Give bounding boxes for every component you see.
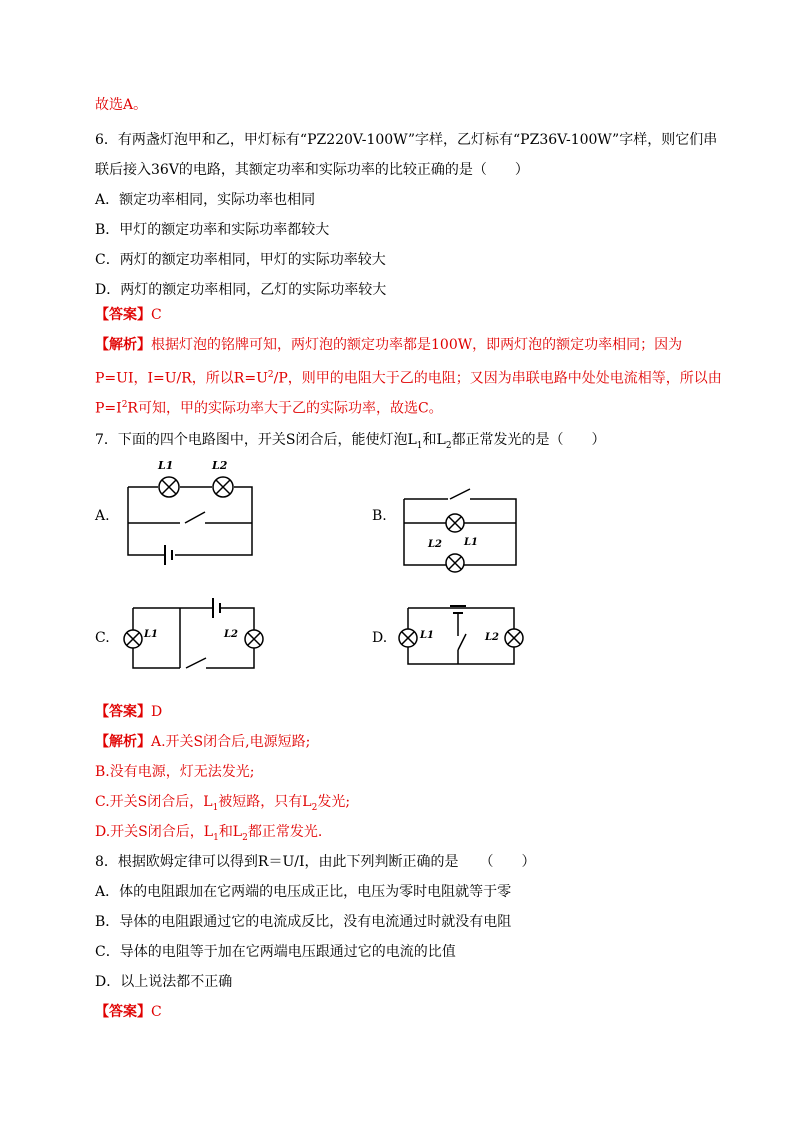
- q6-stem-line2: 联后接入36V的电路，其额定功率和实际功率的比较正确的是（ ）: [95, 162, 529, 178]
- stem-text: 都正常发光的是（ ）: [451, 432, 606, 448]
- label-l1: L1: [158, 459, 174, 472]
- subscript: 2: [445, 440, 452, 451]
- superscript: 2: [121, 400, 128, 410]
- answer-value: D: [151, 704, 163, 720]
- explanation-text: 被短路，只有L: [218, 794, 312, 810]
- answer-tag: 【答案】: [95, 307, 151, 323]
- explanation-text: C.开关S闭合后，L: [95, 794, 213, 810]
- q7-explanation-b: B.没有电源，灯无法发光;: [95, 764, 255, 780]
- q7-stem: [95, 430, 606, 456]
- q6-option-a: A．额定功率相同，实际功率也相同: [95, 192, 316, 208]
- label-l2: L2: [224, 629, 238, 640]
- q6-option-d: D．两灯的额定功率相同，乙灯的实际功率较大: [95, 282, 387, 298]
- option-d-label: D.: [372, 630, 388, 646]
- q8-stem: 8．根据欧姆定律可以得到R＝U/I，由此下列判断正确的是 （ ）: [95, 854, 536, 870]
- explanation-text: R可知，甲的实际功率大于乙的实际功率，故选C。: [127, 400, 443, 417]
- q8-option-d: D．以上说法都不正确: [95, 974, 233, 990]
- q8-option-a: A．体的电阻跟加在它两端的电压成正比，电压为零时电阻就等于零: [95, 884, 512, 900]
- option-a-label: A.: [95, 508, 110, 524]
- subscript: 1: [212, 802, 219, 813]
- label-l2: L2: [428, 539, 442, 550]
- q6-answer: [95, 305, 162, 325]
- q7-explanation-a: [95, 732, 310, 752]
- subscript: 1: [416, 440, 423, 451]
- q7-explanation-d: [95, 822, 322, 848]
- label-l2: L2: [212, 459, 228, 472]
- q7-answer: [95, 702, 162, 722]
- q7-explanation-c: [95, 792, 350, 818]
- explanation-text: 都正常发光.: [247, 824, 323, 840]
- subscript: 2: [242, 832, 248, 843]
- label-l2: L2: [485, 632, 499, 643]
- answer-value: C: [151, 1004, 162, 1020]
- q6-stem-line1: 6．有两盏灯泡甲和乙，甲灯标有“PZ220V-100W”字样，乙灯标有“PZ36V-100W”字样，则它们串: [95, 132, 718, 148]
- explanation-text: 发光;: [317, 794, 351, 810]
- circuit-c-diagram: [118, 590, 268, 675]
- subscript: 1: [213, 832, 219, 843]
- explanation-text: P=I: [95, 400, 122, 417]
- explanation-text: 根据灯泡的铭牌可知，两灯泡的额定功率都是100W，即两灯泡的额定功率相同；因为: [151, 337, 683, 353]
- circuit-a-diagram: [120, 455, 260, 565]
- q6-option-c: C．两灯的额定功率相同，甲灯的实际功率较大: [95, 252, 386, 268]
- explanation-text: /P，则甲的电阻大于乙的电阻；又因为串联电路中处处电流相等，所以由: [273, 370, 722, 387]
- option-b-label: B.: [372, 508, 387, 524]
- label-l1: L1: [144, 629, 158, 640]
- circuit-d-diagram: [398, 598, 538, 673]
- prev-answer-line: 故选A。: [95, 97, 148, 113]
- explanation-text: 和L: [218, 824, 243, 840]
- circuit-b-diagram: [398, 485, 523, 575]
- q6-explanation-line3: [95, 395, 443, 419]
- q6-explanation-line1: [95, 335, 682, 355]
- q8-option-b: B．导体的电阻跟通过它的电流成反比，没有电流通过时就没有电阻: [95, 914, 512, 930]
- q6-option-b: B．甲灯的额定功率和实际功率都较大: [95, 222, 330, 238]
- explanation-text: D.开关S闭合后，L: [95, 824, 214, 840]
- explanation-tag: 【解析】: [95, 337, 151, 353]
- explanation-tag: 【解析】: [95, 734, 151, 750]
- explanation-text: P=UI，I=U/R，所以R=U: [95, 370, 268, 387]
- answer-value: C: [151, 307, 162, 323]
- answer-tag: 【答案】: [95, 704, 151, 720]
- q8-answer: [95, 1002, 162, 1022]
- subscript: 2: [311, 802, 318, 813]
- label-l1: L1: [464, 537, 478, 548]
- superscript: 2: [267, 370, 274, 380]
- label-l1: L1: [420, 630, 434, 641]
- explanation-text: A.开关S闭合后,电源短路;: [151, 734, 311, 750]
- q6-explanation-line2: [95, 365, 722, 389]
- answer-tag: 【答案】: [95, 1004, 151, 1020]
- option-c-label: C.: [95, 630, 110, 646]
- q8-option-c: C．导体的电阻等于加在它两端电压跟通过它的电流的比值: [95, 944, 456, 960]
- stem-text: 7．下面的四个电路图中，开关S闭合后，能使灯泡L: [95, 432, 417, 448]
- stem-text: 和L: [422, 432, 446, 448]
